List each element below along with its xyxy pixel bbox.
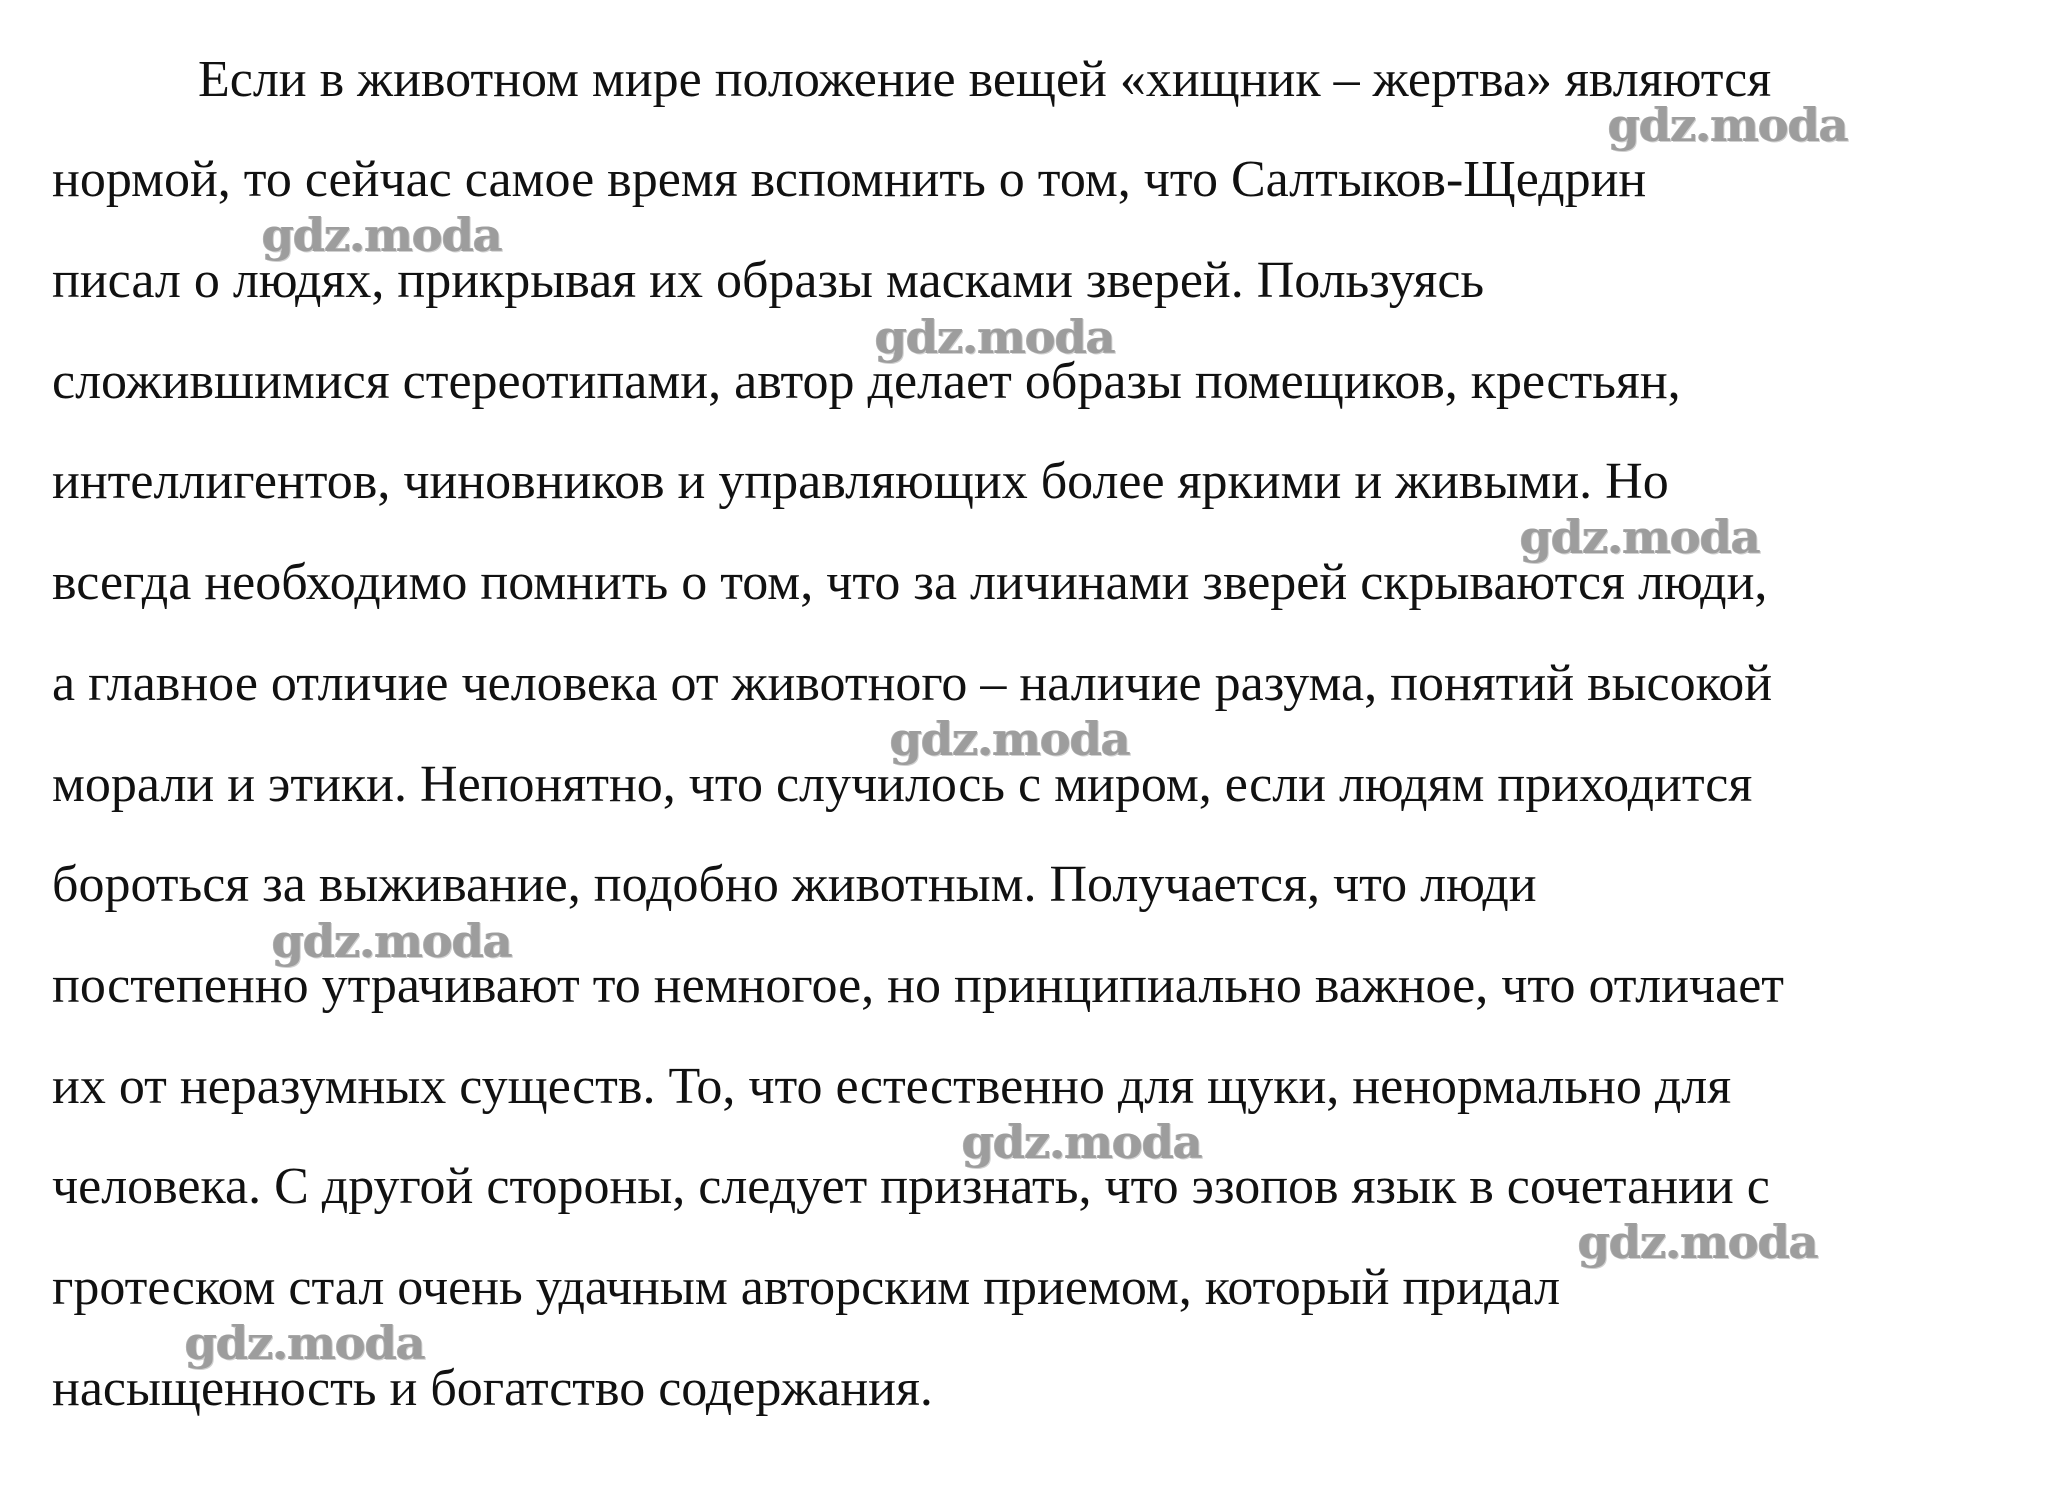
watermark-logo: gdz.moda [890, 712, 1130, 766]
watermark-logo: gdz.moda [1520, 510, 1760, 564]
text-line-3: писал о людях, прикрывая их образы масками зверей. Пользуясь [52, 252, 1485, 309]
watermark-logo: gdz.moda [875, 310, 1115, 364]
text-line-11: их от неразумных существ. То, что естественно для щуки, ненормально для [52, 1058, 1732, 1115]
text-line-5: интеллигентов, чиновников и управляющих более яркими и живыми. Но [52, 453, 1669, 510]
text-line-8: морали и этики. Непонятно, что случилось с миром, если людям приходится [52, 756, 1753, 813]
text-line-2: нормой, то сейчас самое время вспомнить о том, что Салтыков-Щедрин [52, 151, 1647, 208]
text-line-7: а главное отличие человека от животного – наличие разума, понятий высокой [52, 655, 1773, 712]
watermark-logo: gdz.moda [262, 208, 502, 262]
text-line-9: бороться за выживание, подобно животным. Получается, что люди [52, 856, 1537, 913]
watermark-logo: gdz.moda [1578, 1215, 1818, 1269]
watermark-logo: gdz.moda [272, 914, 512, 968]
text-line-1: Если в животном мире положение вещей «хищник – жертва» являются [198, 51, 1772, 108]
text-line-12: человека. С другой стороны, следует признать, что эзопов язык в сочетании с [52, 1158, 1770, 1215]
text-line-6: всегда необходимо помнить о том, что за личинами зверей скрываются люди, [52, 554, 1768, 611]
text-line-13: гротеском стал очень удачным авторским приемом, который придал [52, 1259, 1561, 1316]
text-line-4: сложившимися стереотипами, автор делает образы помещиков, крестьян, [52, 353, 1681, 410]
watermark-logo: gdz.moda [962, 1115, 1202, 1169]
text-line-10: постепенно утрачивают то немногое, но принципиально важное, что отличает [52, 957, 1784, 1014]
text-line-14: насыщенность и богатство содержания. [52, 1360, 933, 1417]
watermark-logo: gdz.moda [185, 1316, 425, 1370]
watermark-logo: gdz.moda [1608, 98, 1848, 152]
